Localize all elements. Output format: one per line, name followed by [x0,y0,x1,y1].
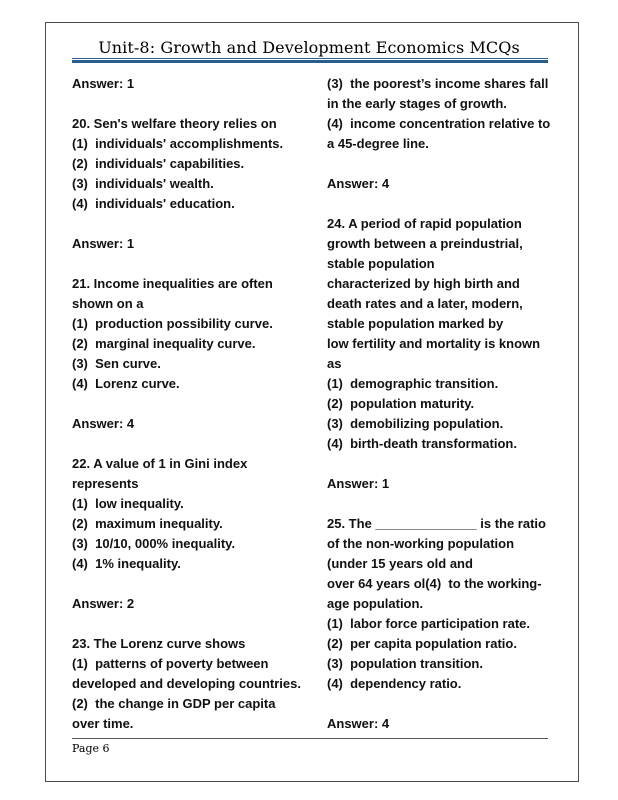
text-line [327,154,559,174]
text-line [72,94,304,114]
text-line: over time. [72,716,134,731]
text-line: Answer: 4 [327,176,390,191]
text-line: (3) the poorest’s income shares fall [327,76,549,91]
text-line: (1) low inequality. [72,496,184,511]
text-line [72,214,304,234]
text-line: stable population [327,256,435,271]
text-line: Answer: 4 [327,716,390,731]
text-line: in the early stages of growth. [327,96,507,111]
text-line: death rates and a later, modern, [327,296,523,311]
text-line: age population. [327,596,424,611]
text-line: (2) population maturity. [327,396,475,411]
text-line: Answer: 1 [72,76,135,91]
text-line [72,574,304,594]
text-line: 20. Sen's welfare theory relies on [72,116,277,131]
page-number: Page 6 [72,742,110,755]
text-line: (3) 10/10, 000% inequality. [72,536,236,551]
text-line [327,454,559,474]
text-line: (1) demographic transition. [327,376,499,391]
text-line: (3) Sen curve. [72,356,161,371]
text-line [72,614,304,634]
text-line: 21. Income inequalities are often [72,276,273,291]
text-line: Answer: 2 [72,596,135,611]
text-line: (2) individuals' capabilities. [72,156,245,171]
text-line: 22. A value of 1 in Gini index [72,456,248,471]
text-line: low fertility and mortality is known [327,336,541,351]
text-line: developed and developing countries. [72,676,301,691]
text-line: (4) birth-death transformation. [327,436,517,451]
text-line [327,494,559,514]
text-line: Answer: 1 [72,236,135,251]
text-line [72,394,304,414]
text-line: (3) demobilizing population. [327,416,504,431]
text-line: (1) production possibility curve. [72,316,273,331]
text-line: Answer: 1 [327,476,390,491]
text-line: 23. The Lorenz curve shows [72,636,246,651]
text-line [327,694,559,714]
left-column [72,74,304,734]
text-line: (2) maximum inequality. [72,516,223,531]
text-line: represents [72,476,139,491]
text-line [72,254,304,274]
right-column [327,74,559,734]
text-line: characterized by high birth and [327,276,520,291]
text-line: Answer: 4 [72,416,135,431]
text-line: 25. The ______________ is the ratio [327,516,546,531]
text-line: growth between a preindustrial, [327,236,523,251]
text-line: 24. A period of rapid population [327,216,522,231]
text-line: (2) per capita population ratio. [327,636,517,651]
text-line: (4) 1% inequality. [72,556,181,571]
header-rule-thick [72,60,548,63]
text-line: (1) individuals' accomplishments. [72,136,284,151]
header-rule-thin [72,58,548,59]
text-line: of the non-working population [327,536,515,551]
text-line: (4) income concentration relative to [327,116,551,131]
text-line: (1) labor force participation rate. [327,616,530,631]
text-line: over 64 years ol(4) to the working- [327,576,542,591]
text-line [327,194,559,214]
text-line: (4) Lorenz curve. [72,376,180,391]
text-line: (4) dependency ratio. [327,676,462,691]
text-line: as [327,356,342,371]
text-line: (2) the change in GDP per capita [72,696,276,711]
page-header-title: Unit-8: Growth and Development Economics MCQs [98,38,520,57]
text-line: a 45-degree line. [327,136,429,151]
text-line: (3) population transition. [327,656,483,671]
text-line: (2) marginal inequality curve. [72,336,256,351]
text-line [72,434,304,454]
text-line: (1) patterns of poverty between [72,656,269,671]
footer-rule [72,738,548,739]
text-line: (4) individuals' education. [72,196,235,211]
text-line: (3) individuals' wealth. [72,176,214,191]
text-line: (under 15 years old and [327,556,473,571]
text-line: stable population marked by [327,316,504,331]
text-line: shown on a [72,296,144,311]
